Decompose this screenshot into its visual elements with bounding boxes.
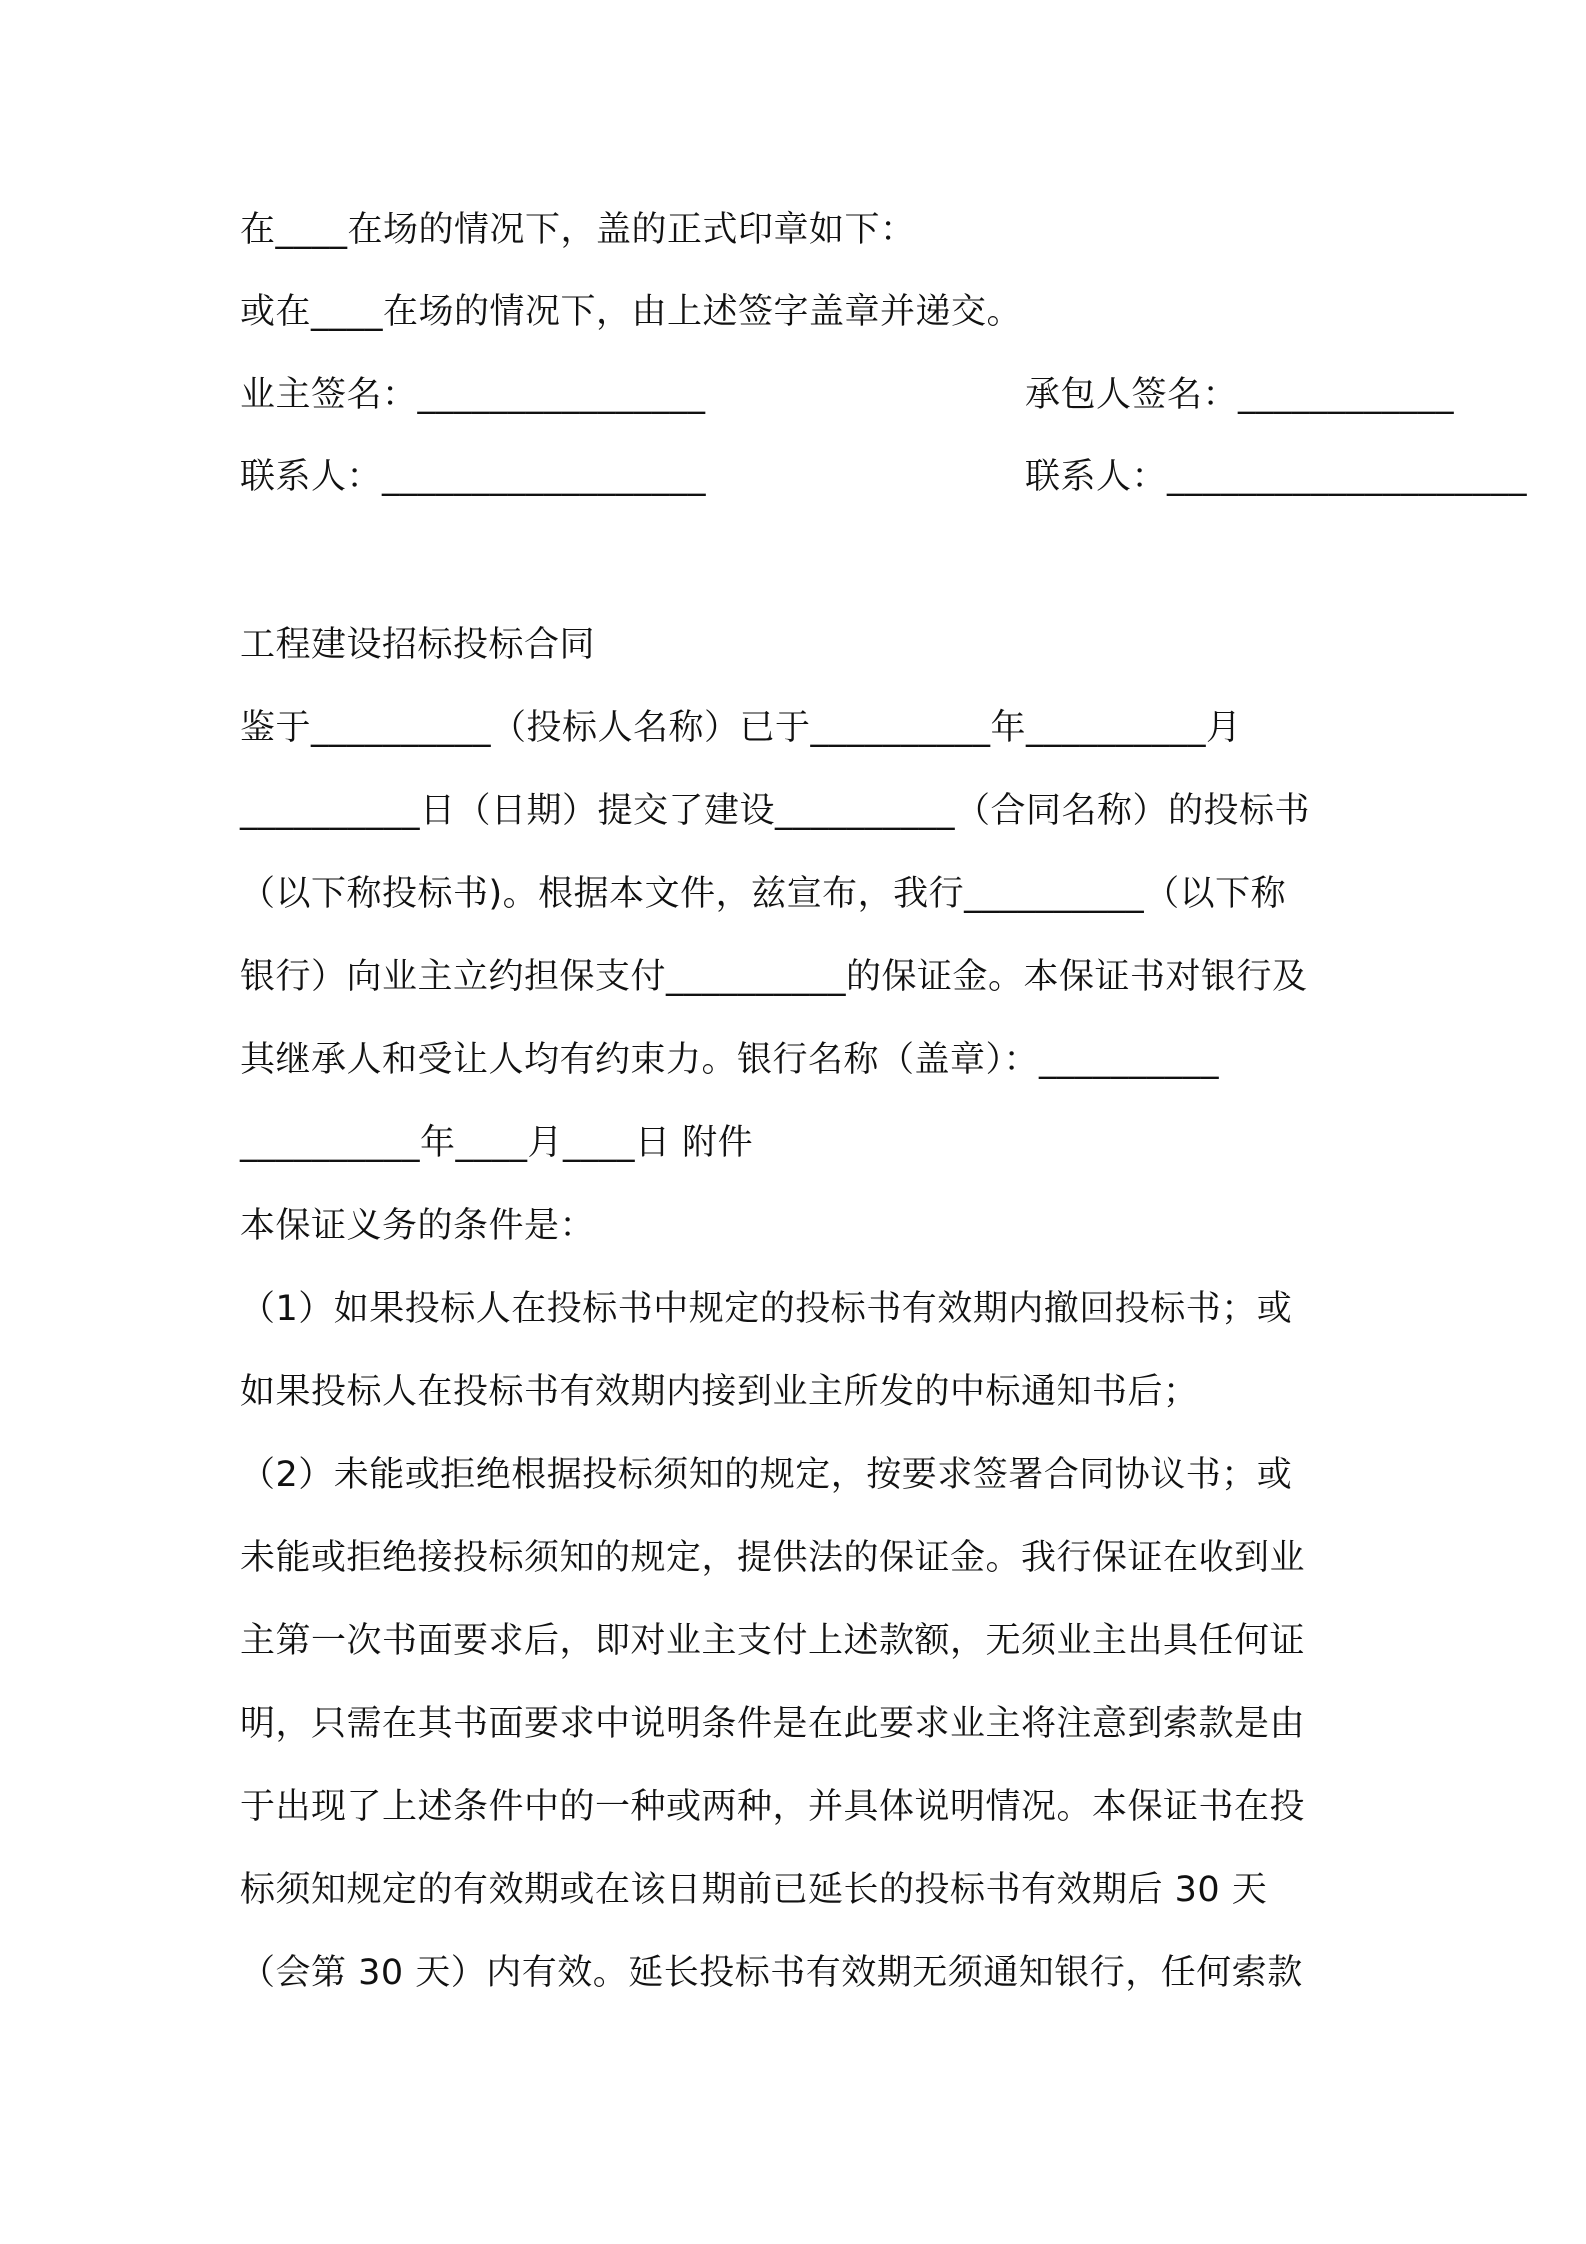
body-line: 如果投标人在投标书有效期内接到业主所发的中标通知书后； — [240, 1372, 1199, 1412]
body-line: 主第一次书面要求后，即对业主支付上述款额，无须业主出具任何证 — [240, 1621, 1306, 1661]
body-line: __________日（日期）提交了建设__________（合同名称）的投标书 — [240, 791, 1311, 831]
body-line: 银行）向业主立约担保支付__________的保证金。本保证书对银行及 — [240, 957, 1308, 997]
seal-statement-line: 在____在场的情况下，盖的正式印章如下： — [240, 210, 916, 250]
body-line: （以下称投标书)。根据本文件，兹宣布，我行__________（以下称 — [240, 874, 1287, 914]
contract-title: 工程建设招标投标合同 — [240, 625, 596, 665]
owner-contact-field: 联系人：__________________ — [240, 457, 707, 497]
signature-row — [240, 370, 1455, 420]
body-line: 于出现了上述条件中的一种或两种，并具体说明情况。本保证书在投 — [240, 1787, 1306, 1827]
condition-1-line: （1）如果投标人在投标书中规定的投标书有效期内撤回投标书；或 — [240, 1289, 1293, 1329]
date-attachment-line: __________年____月____日 附件 — [240, 1123, 754, 1163]
conditions-heading: 本保证义务的条件是： — [240, 1206, 596, 1246]
contact-row — [240, 452, 1528, 502]
body-line: （会第 30 天）内有效。延长投标书有效期无须通知银行，任何索款 — [240, 1953, 1303, 1993]
contractor-signature-field: 承包人签名：____________ — [1025, 375, 1455, 415]
owner-signature-field: 业主签名：________________ — [240, 375, 706, 415]
body-line: 鉴于__________（投标人名称）已于__________年__________月 — [240, 708, 1242, 748]
body-line: 未能或拒绝接投标须知的规定，提供法的保证金。我行保证在收到业 — [240, 1538, 1306, 1578]
submission-statement-line: 或在____在场的情况下，由上述签字盖章并递交。 — [240, 292, 1023, 332]
body-line: 标须知规定的有效期或在该日期前已延长的投标书有效期后 30 天 — [240, 1870, 1268, 1910]
contractor-contact-field: 联系人：____________________ — [1025, 457, 1528, 497]
condition-2-line: （2）未能或拒绝根据投标须知的规定，按要求签署合同协议书；或 — [240, 1455, 1293, 1495]
body-line: 明，只需在其书面要求中说明条件是在此要求业主将注意到索款是由 — [240, 1704, 1306, 1744]
body-line: 其继承人和受让人均有约束力。银行名称（盖章）：__________ — [240, 1040, 1220, 1080]
